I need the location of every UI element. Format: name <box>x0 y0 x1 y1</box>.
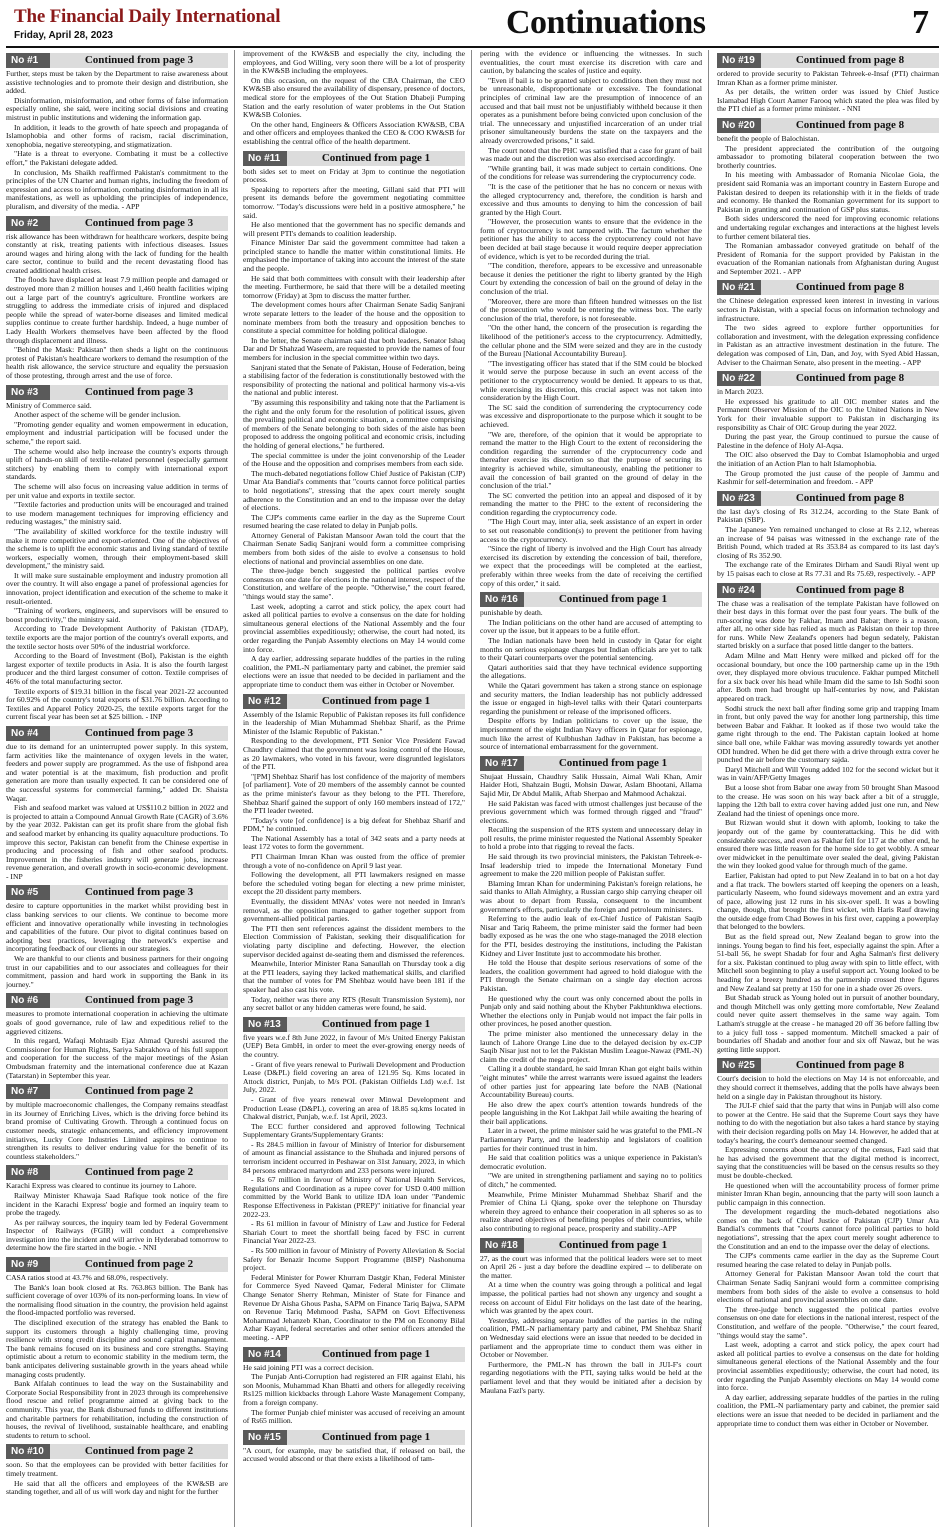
article <box>243 1430 465 1464</box>
continued-from-label: Continued from page 1 <box>558 593 668 606</box>
article-number: No #20 <box>717 118 761 133</box>
newspaper-title: The Financial Daily International <box>14 6 281 27</box>
paragraph: the Chinese delegation expressed keen interest in investing in various sectors in Pakistan, with a special focus on information technology and infrastructure. <box>717 296 939 323</box>
paragraph: "The availability of skilled workforce for the textile industry will make it more competitive and export-oriented. One of the objectives of the scheme is to uplift the economic status and living standard of textile workers, especially women, through their employment-based skill development," the ministry said. <box>6 526 228 571</box>
paragraph: Qatari authorities said that they have technical evidence supporting the allegations. <box>480 662 702 681</box>
article-number: No #16 <box>480 592 524 607</box>
paragraph: The Romanian ambassador conveyed gratitude on behalf of the President of Romania for the support provided by Pakistan in the evacuation of the Romanian nationals from Afghanistan during August and September 2021. - APP <box>717 241 939 276</box>
continued-from-label: Continued from page 8 <box>795 583 905 596</box>
paragraph: Last week, adopting a carrot and stick policy, the apex court had asked all political parties to evolve a consensus on the date for holding simultaneous general elections of the National Assembly and the four provincial assemblies expeditiously; otherwise, the court had noted, its order regarding the Punjab Assembly elections on May 14 would come into force. <box>243 601 465 654</box>
column-2 <box>243 50 472 1527</box>
article-number: No #25 <box>717 1058 761 1073</box>
paragraph: But a loose shot from Babar one away from 50 brought Shan Masood to the crease. He was soon on his way back after a bit of a struggle, lapping the 12th ball to extra cover having added just one run, and New Zealand had the tiniest of openings once more. <box>717 782 939 818</box>
article-header <box>6 726 228 741</box>
article-body <box>6 1182 228 1253</box>
article-number: No #12 <box>243 694 287 709</box>
paragraph: The three-judge bench suggested the political parties evolve consensus on one date for elections in the national interest, respect of the Constitution, and welfare of the people. "Otherwise," the court feared, "things would stay the same". <box>243 566 465 602</box>
continued-from-label: Continued from page 8 <box>795 1059 905 1072</box>
article <box>6 993 228 1080</box>
article-header <box>6 1444 228 1459</box>
paragraph: He said that coalition politics was a unique experience in Pakistan's democratic evolution. <box>480 1153 702 1171</box>
paragraph: The JUI-F chief said that the party that wins in Punjab will also come to power at the Centre. He said that the Supreme Court says they have nothing to do with the negotiation but also takes a hard stance by staying with their decision regarding polls on May 14. However, he added that at today's hearing, the court's demeanour seemed changed. <box>717 1101 939 1145</box>
paragraph: The OIC also observed the Day to Combat Islamophobia and urged the initiation of an Action Plan to halt Islamophobia. <box>717 450 939 468</box>
article <box>717 280 939 367</box>
article-header <box>6 1084 228 1099</box>
paragraph: "It is the case of the petitioner that he has no concern or nexus with the alleged cryptocurrency and, therefore, the condition is harsh and excessive and thus amounts to denying to him the concession of bail granted by the High Court. <box>480 181 702 217</box>
article-number: No #21 <box>717 280 761 295</box>
paragraph: According to the Board of Investment (BoI), Pakistan is the eighth largest exporter of textile products in Asia. It is also the fourth largest producer and the third largest consumer of cotton. Textile comprises of 46% of the total manufacturing sector. <box>6 651 228 686</box>
paragraph: pering with the evidence or influencing the witnesses. In such eventualities, the court must exercise its discretion with care and caution, by balancing the scales of justice and equity. <box>480 50 702 76</box>
article-header <box>717 371 939 386</box>
article-body <box>6 1274 228 1440</box>
continued-from-label: Continued from page 2 <box>84 1085 194 1098</box>
continued-from-label: Continued from page 1 <box>558 1238 668 1251</box>
paragraph: On the other hand, Engineers & Officers Association KW&SB, CBA and other officers and employees thanked the CEO & COO KW&SB for establishing the central office of the health department. <box>243 119 465 146</box>
paragraph: "Promoting gender equality and women empowerment in education, employment and industrial participation will be focused under the scheme," the report said. <box>6 419 228 446</box>
article <box>717 371 939 487</box>
continued-from-label: Continued from page 3 <box>84 726 194 739</box>
paragraph: Federal Minister for Power Khurram Dastgir Khan, Federal Minister for Commerce Syed Naveed Qamar, Federal Minister for Climate Change Senator Sherry Rehman, Minister of State for Finance and Revenue Dr Aisha Ghous Pasha, SAPM on Finance Tariq Bajwa, SAPM on Revenue Tariq Mehmood Pasha, SAPM on Govt Effectiveness Mohammad Jehanzeb Khan, Coordinator to the PM on Economy Bilal Azhar Kayani, federal secretaries and other senior officers attended the meeting. - APP <box>243 1272 465 1342</box>
paragraph: the last day's closing of Rs 312.24, according to the State Bank of Pakistan (SBP). <box>717 506 939 525</box>
paragraph: The SC said the condition of surrendering the cryptocurrency code was excessive and disproportionate to the purpose which it sought to be achieved. <box>480 402 702 429</box>
article-body <box>480 609 702 752</box>
continued-from-label: Continued from page 8 <box>795 281 905 294</box>
paragraph: Responding to the development, PTI Senior Vice President Fawad Chaudhry claimed that the government was losing control of the House, as 20 lawmakers, who voted in his favour, were disgruntled legislators of the PTI. <box>243 736 465 772</box>
article-number: No #23 <box>717 491 761 506</box>
article-header <box>717 280 939 295</box>
paragraph: Furthermore, the PML-N has thrown the ball in JUI-F's court regarding negotiations with the PTI, saying talks would be held at the parliament level and that they would be initiated after a decision by Maulana Fazl's party. <box>480 1359 702 1395</box>
paragraph: The three-judge bench suggested the political parties evolve consensus on one date for elections in the national interest, respect of the Constitution, and welfare of the people. "Otherwise," the court feared, "things would stay the same". <box>717 1304 939 1340</box>
paragraph: "Even if bail is to be granted subject to conditions then they must not be unreasonable, disproportionate or excessive. The foundational principles of criminal law are the presumption of innocence of an accused and that bail must not be unjustifiably withheld because it then operates as a punishment before being convicted upon conclusion of the trial. The unnecessary and unjustified incarceration of an under trial prisoner simultaneously burdens the state on the taxpayers and the already overcrowded prisons," it said. <box>480 75 702 145</box>
article-body <box>717 600 939 1055</box>
article-header <box>480 756 702 771</box>
article <box>480 50 702 588</box>
paragraph: The prime minister also mentioned the unnecessary delay in the launch of Lahore Orange Line due to the delayed decision by ex-CJP Saqib Nisar just not to let the Pakistan Muslim League-Nawaz (PML-N) claim the credit of the mega project. <box>480 1028 702 1064</box>
continued-from-label: Continued from page 8 <box>795 118 905 131</box>
article-header <box>243 1347 465 1362</box>
article-header <box>717 491 939 506</box>
paragraph: In this regard, Wafaqi Mohtasib Ejaz Ahmad Qureshi assured the Commissioner for Human Rights, Sariya Sabrakhova of his full support and cooperation for the success of the major meetings of the Asian Ombudsman fraternity and the international conference due at Kazan (Tatarstan) in September this year. <box>6 1036 228 1080</box>
article-number: No #14 <box>243 1347 287 1362</box>
paragraph: - Rs 61 million in favour of Ministry of Law and Justice for Federal Shariah Court to meet the shortfall being faced by FSC in current Financial Year 2022-23. <box>243 1219 465 1246</box>
paragraph: Expressing concerns about the accuracy of the census, Fazl said that he has advised the government that the digital method is incorrect, saying that the constituencies will be based on the census results so they must be double-checked. <box>717 1145 939 1180</box>
paragraph: Eventually, the dissident MNAs' votes were not needed in Imran's removal, as the opposition managed to gather together support from government-allied political parties. <box>243 897 465 924</box>
article-body <box>480 773 702 1234</box>
paragraph: CASA ratios stood at 43.7% and 68.0%, respectively. <box>6 1273 169 1283</box>
paragraph: Blaming Imran Khan for undermining Pakistan's foreign relations, he said thanks to Allah Almighty, a Russian cargo ship carrying cheaper oil was about to depart from Russia, consequent to the incumbent government's efforts, particularly the foreign and petroleum ministers. <box>480 878 702 914</box>
paragraph: As per details, the written order was issued by Chief Justice Islamabad High Court Aamer Farooq which stated the plea was filed by the PTI chief as a former prime minister. - NNI <box>717 87 939 114</box>
article <box>6 1444 228 1496</box>
paragraph: - Grant of five years renewal over Minwal Development and Production Lease (D&PL), covering an area of 18.85 sq.kms located in Chakwal district, Punjab, w.e.f. 1st April, 2023. <box>243 1094 465 1122</box>
paragraph: The Group promoted the just cause of the people of Jammu and Kashmir for self-determination and freedom. - APP <box>717 468 939 487</box>
paragraph: He said joining PTI was a correct decision. <box>243 1362 374 1372</box>
article <box>717 53 939 114</box>
paragraph: - Rs 500 million in favour of Ministry of Poverty Alleviation & Social Safety for Benazir Income Support Programme (BISP) Nashonuma project. <box>243 1246 465 1273</box>
article-header <box>480 592 702 607</box>
paragraph: Despite efforts by Indian politicians to cover up the issue, the imprisonment of the eight Indian Navy officers in Qatar for espionage, much like the arrest of Kulbhushan Jadhav in Pakistan, has become a source of international embarrassment for the government. <box>480 716 702 752</box>
paragraph: The SC converted the petition into an appeal and disposed of it by remanding the matter to the PHC to the extent of reconsidering the condition regarding the cryptocurrency code. <box>480 490 702 517</box>
paragraph: A day earlier, addressing separate huddles of the parties in the ruling coalition, the PML-N parliamentary party and cabinet, the premier said elections were an issue that needed to be decided in parliament and the appropriate time to conduct them was either in October or November. <box>717 1392 939 1428</box>
paragraph: "The condition, therefore, appears to be excessive and unreasonable because it denies the petitioner the right to liberty granted by the High Court by extending the concession of bail on the ground of delay in the conclusion of the trial. <box>480 261 702 297</box>
paragraph: The chase was a realisation of the template Pakistan have followed on their best days in this format over the past four years. The bulk of the run-scoring was done by Fakhar, Imam and Babar; there is a reason, after all, no other side has relied as much as Pakistan on their top three for runs. While New Zealand's openers had begun sedately, Pakistan started briskly on a surface that posed little danger to the batters. <box>717 598 939 651</box>
continued-from-label: Continued from page 2 <box>84 1258 194 1271</box>
paragraph: - Grant of five years renewal to Puriwali Development and Production Lease (D&PL) field covering an area of 121.95 Sq. Kms located in Attock district, Punjab, to M/s POL (Pakistan Oilfields Ltd) w.e.f. 1st July, 2022. <box>243 1059 465 1095</box>
column-4 <box>717 50 939 1527</box>
paragraph: measures to promote international cooperation in achieving the ultimate goals of good governance, rule of law and expeditious relief to the aggrieved citizens. <box>6 1009 228 1036</box>
article-body <box>243 711 465 1013</box>
article-body <box>6 1101 228 1161</box>
article-body <box>480 1255 702 1396</box>
paragraph: "Behind the Mask: Pakistan" then sheds a light on the continuous protest of Pakistan's healthcare workers to demand the resumption of the health risk allowance, the service structure and equality the persuasion of those protesting, through arrest and the use of force. <box>6 345 228 380</box>
paragraph: PTI Chairman Imran Khan was ousted from the office of premier through a vote of no-confidence on April 9 last year. <box>243 852 465 870</box>
paragraph: He also mentioned that the government has no specific demands and will present PTI's demands to coalition leadership. <box>243 220 465 238</box>
paragraph: In the letter, the Senate chairman said that both leaders, Senator Ishaq Dar and Dr Shahzad Waseem, are requested to provide the names of four members for inclusion in the special committee within two days. <box>243 335 465 362</box>
article-number: No #5 <box>6 885 50 900</box>
article-number: No #6 <box>6 993 50 1008</box>
paragraph: Assembly of the Islamic Republic of Pakistan reposes its full confidence in the leadership of Mian Muhammad Shehbaz Sharif, as the Prime Minister of the Islamic Republic of Pakistan." <box>243 709 465 736</box>
paragraph: "Textile factories and production units will be encouraged and trained to use modern management techniques for improving efficiency and reducing wastages," the ministry said. <box>6 500 228 527</box>
article-header <box>6 1257 228 1272</box>
paragraph: In conclusion, Ms Shaikh reaffirmed Pakistan's commitment to the principles of the UN Charter and human rights, including the freedom of expression and access to information, combating disinformation in all its manifestations, as well as upholding the principles of independence, pluralism, and diversity of the media. - APP <box>6 167 228 211</box>
paragraph: The development comes hours after Chairman Senate Sadiq Sanjrani wrote separate letters to the leader of the house and the opposition to nominate members from both the treasury and opposition benches to constitute a special committee for holding political dialogue. <box>243 300 465 336</box>
paragraph: improvement of the KW&SB and especially the city, including the employees, and God Willing, very soon there will be a lot of prosperity in the KW&SB including the employees. <box>243 50 465 76</box>
paragraph: Sodhi struck the next ball after finding some grip and trapping Imam in front, but only paved the way for another long partnership, this time between Babar and Fakhar. It looked as if those two would take the game right through to the end. The Pakistan captain looked at home since ball one, while Fakhar was moving assuredly towards yet another ODI hundred. When he did get there with a drive through extra cover he punched the air before the customary sajda. <box>717 703 939 765</box>
paragraph: It will make sure sustainable employment and industry promotion all over the country. It will also engage a panel of professional agencies for innovation, project identification and execution of the scheme to make it result-oriented. <box>6 570 228 606</box>
paragraph: Recalling the suspension of the RTS system and unnecessary delay in poll results, the prime minister requested the National Assembly Speaker to hold a probe into that rigging to reveal the facts. <box>480 825 702 852</box>
article <box>243 1017 465 1343</box>
paragraph: In his meeting with Ambassador of Romania Nicolae Goia, the president said Romania was an important country in Eastern Europe and Pakistan desired to deepen its relationship with it in the fields of trade and economy. He thanked the Romanian government for its support to Pakistan in granting and continuation of GSP plus status. <box>717 170 939 214</box>
paragraph: While the Qatari government has taken a strong stance on espionage and security matters, the Indian leadership has not publicly addressed the issue or engaged in high-level talks with their Qatari counterparts regarding the punishment or release of the imprisoned officers. <box>480 680 702 716</box>
article <box>480 1238 702 1396</box>
paragraph: Shujaat Hussain, Chaudhry Salik Hussain, Aimal Wali Khan, Amir Haider Hoti, Shahzain Bugti, Mohsin Dawar, Aslam Bhootani, Allama Sajid Mir, Dr Abdul Malik, Aftab Sherpao and Mahmood Achakzai. <box>480 771 702 798</box>
paragraph: in March 2023. <box>717 387 764 397</box>
paragraph: Adam Milne and Matt Henry were milked and picked off for the occasional boundary, but once the 100 partnership came up in the 19th over, they displayed more obvious truculence. Fakhar pumped Mitchell for a six back over his head while Imam did the same to Ish Sodhi soon after. Both men had brought up half-centuries by now, and Pakistan appeared on track. <box>717 651 939 704</box>
article <box>6 216 228 381</box>
paragraph: The president appreciated the contribution of the outgoing ambassador to promoting bilateral cooperation between the two brotherly countries. <box>717 143 939 170</box>
article-number: No #3 <box>6 385 50 400</box>
paragraph: - Rs 284.5 million in favour of Ministry of Interior for disbursement of amount as financial assistance to the Shuhada and injured persons of terrorism incident occurred in Peshawar on 31st January, 2023, in which 84 persons embraced martyrdom and 233 persons were injured. <box>243 1139 465 1175</box>
article-header <box>243 1430 465 1445</box>
paragraph: The CJP's comments came earlier in the day as the Supreme Court resumed hearing the case related to delay in Punjab polls. <box>717 1251 939 1269</box>
article <box>717 583 939 1055</box>
article-header <box>6 885 228 900</box>
article <box>243 694 465 1013</box>
paragraph: The Japanese Yen remained unchanged to close at Rs 2.12, whereas an increase of 94 paisas was witnessed in the exchange rate of the British Pound, which traded at Rs 353.84 as compared to its last day's closing of Rs 352.90. <box>717 524 939 560</box>
article-number: No #24 <box>717 583 761 598</box>
article-number: No #17 <box>480 756 524 771</box>
continued-from-label: Continued from page 8 <box>795 372 905 385</box>
paragraph: Last week, adopting a carrot and stick policy, the apex court had asked all political parties to evolve a consensus on the date for holding simultaneous general elections of the National Assembly and the four provincial assemblies expeditiously; otherwise, the court had noted, its order regarding the Punjab Assembly elections on May 14 would come into force. <box>717 1340 939 1393</box>
article-number: No #11 <box>243 151 287 166</box>
article-body <box>717 388 939 487</box>
paragraph: He said Pakistan was faced with utmost challenges just because of the previous government which was formed through rigged and "fraud" elections. <box>480 798 702 825</box>
paragraph: Karachi Express was cleared to continue its journey to Lahore. <box>6 1181 197 1191</box>
article-number: No #7 <box>6 1084 50 1099</box>
article <box>243 1347 465 1426</box>
paragraph: The court noted that the PHC was satisfied that a case for grant of bail was made out and the discretion was also exercised accordingly. <box>480 145 702 164</box>
paragraph: At a time when the country was going through a political and legal impasse, the political parties had not shown any urgency and sought a recess on account of Eidul Fitr holidays on the last date of the hearing, which was granted by the apex court. <box>480 1280 702 1316</box>
article-header <box>243 694 465 709</box>
paragraph: The disciplined execution of the strategy has enabled the Bank to support its customers through a highly challenging time, proving resilience with strong credit discipline and sound capital management. The bank remains focused on its business and core strengths. Staying optimistic about a return to economic stability in the medium term, the bank anticipates delivering sustainable growth in the years ahead while managing costs prudently. <box>6 1318 228 1379</box>
article <box>480 756 702 1234</box>
continued-from-label: Continued from page 3 <box>84 385 194 398</box>
paragraph: "By assuming this responsibility and taking note that the Parliament is the right and the only forum for the resolution of political issues, given the prevailing political and economic situation, a committee comprising of members of the Senate belonging to both sides of the aisle has been proposed to address the ongoing political and economic crisis, including the holding of general elections," he furthered. <box>243 397 465 450</box>
paragraph: "We are, therefore, of the opinion that it would be appropriate to remand the matter to the High Court to the extent of reconsidering the condition regarding the surrender of the cryptocurrency code and thereafter exercise its discretion so that the purpose of securing its integrity is achieved while, simultaneously, enabling the petitioner to avail the concession of bail granted on the ground of delay in the conclusion of the trial." <box>480 429 702 491</box>
article-body <box>243 1034 465 1343</box>
paragraph: The National Assembly has a total of 342 seats and a party needs at least 172 votes to form the government. <box>243 833 465 852</box>
paragraph: Following the development, all PTI lawmakers resigned en masse before the scheduled voting began for electing a new prime minister, except the 20 dissident party members. <box>243 870 465 897</box>
paragraph: "Moreover, there are more than fifteen hundred witnesses on the list of the prosecution who would be entering the witness box. The early conclusion of the trial, therefore, is not foreseeable. <box>480 296 702 323</box>
article-number: No #10 <box>6 1444 50 1459</box>
paragraph: soon. So that the employees can be provided with better facilities for timely treatment. <box>6 1460 228 1478</box>
paragraph: Later in a tweet, the prime minister said he was grateful to the PML-N Parliamentary Party, and the leadership and legislators of coalition parties for their continued trust in him. <box>480 1126 702 1153</box>
article-header <box>6 53 228 68</box>
paragraph: The Indian politicians on the other hand are accused of attempting to cover up the issue, but it appears to be a futile effort. <box>480 617 702 636</box>
continued-from-label: Continued from page 1 <box>321 1347 431 1360</box>
continued-from-label: Continued from page 3 <box>84 54 194 66</box>
paragraph: "Hate is a threat to everyone. Combating it must be a collective effort," the Pakistani delegate added. <box>6 149 228 167</box>
paragraph: Textile exports of $19.31 billion in the fiscal year 2021-22 accounted for 60.92% of the country's total exports of $31.76 billion. According to Textiles and Apparel Policy 2020-25, the textile exports target for the current fiscal year has been set at $25 billion. - INP <box>6 686 228 722</box>
paragraph: The floods have displaced at least 7.9 million people and damaged or destroyed more than 2 million houses and 1,460 health facilities wiping out a large part of the country's agriculture. Frontline workers are struggling to address the immediate crisis of injured and displaced people while the spread of water-borne diseases and limited medical supplies continue to create further hardship. Indeed, a huge number of Lady Health Workers themselves have been affected by the flood through displacement and illness. <box>6 275 228 345</box>
paragraph: The scheme will also focus on increasing value addition in terms of per unit value and exports in textile sector. <box>6 481 228 500</box>
article-header <box>480 1238 702 1253</box>
article <box>6 1084 228 1161</box>
continued-from-label: Continued from page 8 <box>795 491 905 504</box>
article-header <box>6 216 228 231</box>
article <box>6 1165 228 1253</box>
paragraph: "Today's vote [of confidence] is a big defeat for Shehbaz Sharif and PDM," he continued. <box>243 815 465 834</box>
article-body <box>6 1461 228 1496</box>
paragraph: Calling it a double standard, he said Imran Khan got eight bails within "eight minutes" while the arrest warrants were issued against the leaders of other parties just for appearing late before the NAB (National Accountability Bureau) courts. <box>480 1064 702 1100</box>
paragraph: "The investigating officer has stated that if the SIM could be blocked it would serve the purpose because in such an event access of the petitioner to the cryptocurrency would be denied. It appears to us that, while exercising its discretion, this crucial aspect was not taken into consideration by the High Court. <box>480 358 702 403</box>
paragraph: punishable by death. <box>480 608 543 618</box>
article <box>717 118 939 277</box>
paragraph: He also drew the apex court's attention towards hundreds of the people languishing in the Kot Lakhpat Jail while awaiting the hearing of their bail applications. <box>480 1099 702 1126</box>
article-body <box>6 1010 228 1080</box>
article-number: No #22 <box>717 371 761 386</box>
article-header <box>717 1058 939 1073</box>
paragraph: Both sides underscored the need for improving economic relations and undertaking regular exchanges and interactions at the highest levels to further cement bilateral ties. <box>717 214 939 241</box>
article-columns <box>6 50 939 1527</box>
issue-date: Friday, April 28, 2023 <box>14 30 113 41</box>
article-body <box>243 168 465 690</box>
article-header <box>6 385 228 400</box>
paragraph: The CJP's comments came earlier in the day as the Supreme Court resumed hearing the case related to delay in Punjab polls. <box>243 512 465 531</box>
column-3 <box>480 50 709 1527</box>
paragraph: Yesterday, addressing separate huddles of the parties in the ruling coalition, PML-N parliamentary party and cabinet, PM Shehbaz Sharif on Wednesday said elections were an issue that needed to be decided in parliament and the appropriate time to conduct them was either in October or November. <box>480 1315 702 1360</box>
continued-from-label: Continued from page 2 <box>84 1445 194 1458</box>
article-header <box>243 1017 465 1032</box>
paragraph: Ministry of Commerce said. <box>6 400 92 410</box>
paragraph: "Since the right of liberty is involved and the High Court has already exercised its discretion by extending the concession of bail, therefore, we expect that the proceedings will be completed at the earliest, preferably within three weeks from the date of receiving the certified copy of this order," it said. <box>480 544 702 588</box>
paragraph: On this occasion, on the request of the CBA Chairman, the CEO KW&SB also ensured the availability of dispensary, presence of doctors, medical store for the employees of the Out Station Dhabeji Pumping Station and the early resolution of water problems in the Out Station KW&SB Colonies. <box>243 75 465 120</box>
article-header <box>6 993 228 1008</box>
article-number: No #4 <box>6 726 50 741</box>
article-body <box>717 135 939 277</box>
paragraph: "While granting bail, it was made subject to certain conditions. One of the conditions for release was surrendering the cryptocurrency code. <box>480 163 702 182</box>
article-number: No #9 <box>6 1257 50 1272</box>
paragraph: He questioned why the court was only concerned about the polls in Punjab only and said nothing about the Khyber Pakhtunkhwa elections. Whether the elections only in Punjab would not impact the fair polls in other provinces, he posed another question. <box>480 993 702 1029</box>
paragraph: ordered to provide security to Pakistan Tehreek-e-Insaf (PTI) chairman Imran Khan as a former prime minister. <box>717 69 939 87</box>
article <box>243 151 465 690</box>
article <box>243 50 465 147</box>
paragraph: He said that all the officers and employees of the KW&SB are standing together, and all of us will work day and night for the further <box>6 1478 228 1497</box>
paragraph: The PTI then sent references against the dissident members to the Election Commission of Pakistan, seeking their disqualification for violating party discipline and defecting. However, the election supervisor decided against de-seating them and dismissed the references. <box>243 923 465 959</box>
column-1 <box>6 50 235 1527</box>
paragraph: Bank Alfalah continues to lead the way on the Sustainability and Corporate Social Responsibility front in 2023 through its comprehensive flood rescue and relief programme aimed at giving back to the community. This year, the Bank disbursed funds to different institutions and charitable partners for rehabilitation, including the construction of houses, the revival of livelihood, sustainable healthcare, and enabling students to return to school. <box>6 1379 228 1440</box>
paragraph: Attorney General for Pakistan Mansoor Awan told the court that Chairman Senate Sadiq Sanjrani would form a committee comprising members from both sides of the aisle to evolve a consensus to hold elections of national and provincial assemblies on one date. <box>717 1269 939 1305</box>
article-body <box>243 50 465 147</box>
paragraph: Court's decision to hold the elections on May 14 is not enforceable, and they should correct it themselves, adding that the polls have always been held on a single day in Pakistan throughout its history. <box>717 1074 939 1101</box>
continued-from-label: Continued from page 1 <box>321 1017 431 1030</box>
paragraph: Meanwhile, Interior Minister Rana Sanaullah on Thursday took a dig at the PTI leaders, saying they lacked mathematical skills, and clarified that the number of votes for PM Shehbaz would have been 181 if the speaker had also cast his vote. <box>243 959 465 994</box>
continued-from-label: Continued from page 2 <box>84 1166 194 1179</box>
paragraph: Attorney General of Pakistan Mansoor Awan told the court that the Chairman Senate Sadiq Sanjrani would form a committee comprising members from both sides of the aisle to evolve a consensus to hold elections of national and provincial assemblies on one date. <box>243 530 465 566</box>
paragraph: The former Punjab chief minister was accused of receiving an amount of Rs65 million. <box>243 1407 465 1426</box>
paragraph: Daryl Mitchell and Will Young added 102 for the second wicket but it was in vain/AFP/Getty Images <box>717 764 939 783</box>
paragraph: He questioned when will the accountability process of former prime minister Imran Khan begin, announcing that the party will soon launch a public campaign in this connection. <box>717 1180 939 1207</box>
paragraph: Earlier, Pakistan had opted to put New Zealand in to bat on a hot day and a flat track. The bowlers started off keeping the openers on a leash, particularly Naseem, who found sideways movement and an extra yard of pace, allowing just 12 runs in his six-over spell. It was a bowling change, though, that brought the first wicket, with Haris Rauf drawing the outside edge from Chad Bowes in his first over, capping a powerplay that belonged to the bowlers. <box>717 870 939 932</box>
paragraph: "Training of workers, engineers, and supervisors will be ensured to boost productivity," the ministry said. <box>6 606 228 624</box>
article <box>6 1257 228 1440</box>
paragraph: But as the field spread out, New Zealand began to grow into the innings. Young began to find his feet, especially against the spin. After a 51-ball 56, he swept Shadab for four and Agha Salman's first delivery for a six. Pakistan continued to plug away with spin to little effect, with Mitchell soon beginning to play a useful support act. Young looked to be heading for a breezy hundred as the partnership crossed three figures and New Zealand sat pretty at 150 for one in a shade over 26 overs. <box>717 932 939 993</box>
article-body <box>717 70 939 114</box>
paragraph: He said that both committees with consult with their leadership after the meeting. Furthermore, he said that there will be a detailed meeting tomorrow (Friday) at 3pm to discuss the matter further. <box>243 273 465 300</box>
article-header <box>717 53 939 68</box>
paragraph: As per railway sources, the inquiry team led by Federal Government Inspector of Railways (FGIR) will conduct a comprehensive investigation into the incident and will arrive in Hyderabad tomorrow to determine how the fire started in the bogie. - NNI <box>6 1217 228 1253</box>
article-body <box>6 902 228 989</box>
paragraph: In addition, it leads to the growth of hate speech and propaganda of Islamophobia and other forms of racism, racial discrimination, xenophobia, negative stereotyping, and stigmatization. <box>6 122 228 149</box>
paragraph: The Bank's loan book closed at Rs. 763.863 billion. The Bank has sufficient coverage of over 103% of its non-performing loans. In view of the normalising flood situation in the country, the provision held against the flood-impacted portfolio was reversed. <box>6 1282 228 1318</box>
paragraph: Further, steps must be taken by the Department to raise awareness about assistive technologies and to promote their design and distribution, she added. <box>6 69 228 96</box>
section-title: Continuations <box>506 4 706 41</box>
paragraph: benefit the people of Balochistan. <box>717 133 820 143</box>
paragraph: According to Trade Development Authority of Pakistan (TDAP), textile exports are the major portion of the country's overall exports, and the textile sector hosts over 50% of the industrial workforce. <box>6 624 228 651</box>
paragraph: Sanjrani stated that the Senate of Pakistan, House of Federation, being a stabilising factor of the federation is constitutionally bestowed with the responsibility of protecting the national and political harmony vis-a-vis the national and public interest. <box>243 362 465 398</box>
paragraph: "[PM] Shehbaz Sharif has lost confidence of the majority of members [of parliament]. Vote of 20 members of the assembly cannot be counted as the prime minister's favour as they belong to the PTI. Therefore, Shehbaz Sharif gained the support of only 160 members instead of 172," the PTI leader tweeted. <box>243 771 465 816</box>
paragraph: risk allowance has been withdrawn for healthcare workers, despite being constantly at risk, treating patients with infectious diseases. Issues around wages and hiring along with the lack of funding for the health care sector, continue to build and the recent devastating flood has created additional health crises. <box>6 231 228 275</box>
paragraph: The Indian nationals have been held in custody in Qatar for eight months on serious espionage charges but Indian officials are yet to talk to their Qatari counterparts over the potential sentencing. <box>480 636 702 663</box>
article-number: No #2 <box>6 216 50 231</box>
paragraph: - Rs 67 million in favour of Ministry of National Health Services, Regulations and Coordination as a rupee cover for USD 0.400 million committed by the World Bank to utilize IDA loan under "Pandemic Response Effectiveness in Pakistan (PREP)" initiative for financial year 2022-23. <box>243 1175 465 1219</box>
article-body <box>717 508 939 579</box>
paragraph: The ECC further considered and approved following Technical Supplementary Grants/Supplementary Grants: <box>243 1121 465 1140</box>
article-header <box>717 118 939 133</box>
article <box>717 491 939 579</box>
paragraph: The Punjab Anti-Corruption had registered an FIR against Elahi, his son Moonis, Muhammad Khan Bhatti and others for allegedly receiving Rs125 million kickbacks through Lahore Waste Management Company, from a foreign company. <box>243 1372 465 1407</box>
continued-from-label: Continued from page 1 <box>321 1430 431 1443</box>
article-header <box>6 1165 228 1180</box>
continued-from-label: Continued from page 1 <box>321 151 431 164</box>
continued-from-label: Continued from page 1 <box>321 694 431 707</box>
article-number: No #1 <box>6 53 50 68</box>
paragraph: The two sides agreed to explore further opportunities for collaboration and investment, with the delegation expressing confidence in Pakistan as an attractive investment destination in the future. The delegation was composed of Lin, Dan, and Joy, with Syed Abid Hassan, Adviser to the Chairman Senate, also present in the meeting. - APP <box>717 323 939 367</box>
paragraph: 27, as the court was informed that the political leaders were set to meet on April 26 - just a day before the deadline expired -- to deliberate on the matter. <box>480 1253 702 1280</box>
paragraph: due to its demand for an uninterrupted power supply. In this system, farm activities like the maintenance of oxygen levels in the water, feeders and power supply are programmed. As the use of fishpond area and water potential is at the maximum, fish production and profit generation are more than usually expected. It can be considered one of the successful systems for commercial farming," added Dr. Shaista Waqar. <box>6 741 228 803</box>
paragraph: He told the House that despite serious reservations of some of the leaders, the coalition government had agreed to hold dialogue with the PTI through the Senate chairman on a single day election across Pakistan. <box>480 958 702 993</box>
continued-from-label: Continued from page 8 <box>795 54 905 66</box>
paragraph: The exchange rate of the Emirates Dirham and Saudi Riyal went up by 15 paisas each to close at Rs 77.31 and Rs 75.69, respectively. - APP <box>717 560 939 578</box>
article-body <box>480 50 702 588</box>
article-body <box>243 1364 465 1426</box>
paragraph: "The High Court may, inter alia, seek assistance of an expert in order to set out reasonable condition(s) to prevent the petitioner from having access to the cryptocurrency. <box>480 517 702 544</box>
article-header <box>243 151 465 166</box>
article-number: No #18 <box>480 1238 524 1253</box>
article <box>717 1058 939 1428</box>
article-number: No #19 <box>717 53 761 68</box>
article-body <box>6 743 228 882</box>
continued-from-label: Continued from page 3 <box>84 216 194 229</box>
paragraph: Fish and seafood market was valued at US$110.2 billion in 2022 and is projected to attain a Compound Annual Growth Rate (CAGR) of 3.6% by the year 2032. Pakistan can get its profit share from the global fish and seafood market by enhancing its quality aquaculture productions. To improve this sector, Pakistan can benefit from the Chinese expertise in producing and processing of fish and other seafood products. Improvement in the fisheries industry will generate jobs, increase revenue generation, and overall growth in socio-economic development. - INP <box>6 803 228 881</box>
paragraph: The development regarding the much-debated negotiations also comes on the back of Chief Justice of Pakistan (CJP) Umar Ata Bandial's comments that "courts cannot force political parties to hold negotiations", stressing that the apex court merely sought adherence to the Constitution and an end to the impasse over the delay of elections. <box>717 1207 939 1251</box>
paragraph: He expressed his gratitude to all OIC member states and the Permanent Observer Mission of the OIC to the United Nations in New York for their invaluable support to Pakistan in discharging its responsibility as Chair of OIC Group during the year 2022. <box>717 396 939 432</box>
paragraph: The scheme would also help increase the country's exports through uplift of hands-on skill of textile-related personnel (especially garment stitchers) by enabling them to comply with international export standards. <box>6 446 228 482</box>
article-number: No #8 <box>6 1165 50 1180</box>
article-body <box>243 1447 465 1464</box>
article-body <box>6 402 228 722</box>
paragraph: Referring to the audio leak of ex-Chief Justice of Pakistan Saqib Nisar and Tariq Raheem, the prime minister said the former had been badly exposed as he was the one who stage-managed the 2018 election for the PTI, besides destroying the institutions, including the Pakistan Kidney and Liver Institute just to accommodate his brother. <box>480 914 702 958</box>
paragraph: both sides set to meet on Friday at 3pm to continue the negotiation process. <box>243 166 465 185</box>
paragraph: by multiple macroeconomic challenges, the Company remains steadfast in its Journey of Enriching Lives, which is the driving force behind its brand promise of Cultivating Growth. Through a continued focus on customer needs, strategic enhancements, and efficiency improvement initiatives, Lucky Core Industries Limited aspires to continue to strengthen its results to deliver enduring value for the benefit of its countless stakeholders." <box>6 1100 228 1161</box>
article-body <box>717 1075 939 1428</box>
paragraph: But Rizwan would shut it down with aplomb, looking to take the jeopardy out of the game by counterattacking. This he did with considerable success, and even as Fakhar fell for 117 at the other end, he ensured there was little reason for the home side to get wobbly. A smear over midwicket in the penultimate over sealed the deal, giving Pakistan the win they looked good value for through much of the game. <box>717 818 939 871</box>
paragraph: "We are united in strengthening parliament and saying no to politics of ditch," he commented. <box>480 1171 702 1190</box>
article-number: No #13 <box>243 1017 287 1032</box>
paragraph: "A court, for example, may be satisfied that, if released on bail, the accused would abscond or that there exists a likelihood of tam- <box>243 1445 465 1464</box>
article <box>6 385 228 722</box>
article-body <box>6 233 228 381</box>
paragraph: Another aspect of the scheme will be gender inclusion. <box>14 410 181 420</box>
page-number: 7 <box>912 4 929 41</box>
paragraph: Today, neither was there any RTS (Result Transmission System), nor any secret ballot or any hidden cameras were found, he said. <box>243 994 465 1013</box>
paragraph: But Shadab struck as Young holed out in pursuit of another boundary, and though Mitchell was only getting more comfortable, New Zealand could never quite assert themselves in the same way again. Tom Latham's struggle at the crease - he managed 20 off 36 before falling lbw to a juicy full toss - sapped momentum. Mitchell smacked a pair of boundaries off Shadab and another four and six off Nawaz, but he was getting little support. <box>717 993 939 1054</box>
article-number: No #15 <box>243 1430 287 1445</box>
article <box>6 53 228 212</box>
paragraph: The much-debated negotiations follow Chief Justice of Pakistan (CJP) Umar Ata Bandial's comments that "courts cannot force political parties to hold negotiations", stressing that the apex court merely sought adherence to the Constitution and an end to the impasse over the delay of elections. <box>243 468 465 513</box>
paragraph: five years w.e.f 8th June 2022, in favour of M/s United Energy Pakistan (UEP) Beta GmbH, in order to meet the ever-growing energy needs of the country. <box>243 1032 465 1059</box>
paragraph: During the past year, the Group continued to pursue the cause of Palestine in the defence of Holy Al-Aqsa. <box>717 432 939 450</box>
paragraph: A day earlier, addressing separate huddles of the parties in the ruling coalition, the PML-N parliamentary party and cabinet, the premier said elections were an issue that needed to be decided in parliament and the appropriate time to conduct them was either in October or November. <box>243 654 465 689</box>
continued-from-label: Continued from page 3 <box>84 886 194 899</box>
paragraph: He said through its two provincial ministers, the Pakistan Tehreek-e-Insaf leadership tried to impede the International Monetary Fund agreement to make the 220 million people of Pakistan suffer. <box>480 852 702 879</box>
continued-from-label: Continued from page 3 <box>84 994 194 1007</box>
article-body <box>6 70 228 212</box>
article <box>480 592 702 752</box>
paragraph: "On the other hand, the concern of the prosecution is regarding the likelihood of the petitioner's access to the cryptocurrency. Admittedly, the cellular phone and the SIM were seized and they are in the custody of the Bureau [National Accountability Bureau]. <box>480 323 702 359</box>
paragraph: Speaking to reporters after the meeting, Gillani said that PTI will present its demands before the government negotiating committee tomorrow. "Today's discussions were held in a positive atmosphere," he said. <box>243 184 465 220</box>
paragraph: We are thankful to our clients and business partners for their ongoing trust in our capabilities and to our associates and colleagues for their commitment, passion and hard work in supporting the Bank in its journey." <box>6 954 228 989</box>
paragraph: Railway Minister Khawaja Saad Rafique took notice of the fire incident in the Karachi Express' bogie and formed an inquiry team to probe the tragedy. <box>6 1190 228 1218</box>
article <box>6 885 228 989</box>
masthead <box>6 0 939 48</box>
paragraph: desire to capture opportunities in the market whilst providing best in class banking services to our clients. We continue to become more efficient and innovative operationally while investing in technologies and capabilities of the future. Our pivot to digital continues based on adopting best practices, leveraging the network's expertise and incorporating feedback of our clients in our strategies. <box>6 901 228 954</box>
paragraph: Finance Minister Dar said the government committee had taken a principled stance to handle the matter within constitutional limits. He emphasised the importance of taking into account the interest of the state and the people. <box>243 238 465 274</box>
paragraph: The special committee is under the joint convenorship of the Leader of the House and the opposition and comprises members from each side. <box>243 450 465 469</box>
continued-from-label: Continued from page 1 <box>558 756 668 769</box>
paragraph: Meanwhile, Prime Minister Muhammad Shehbaz Sharif and the Premier of China Li Qiang, spoke over the telephone on Thursday wherein they agreed to enhance their cooperation in all spheres so as to realize shared objectives of benefiting peoples of their countries, while also contributing to regional peace, prosperity and stability.-APP <box>480 1189 702 1233</box>
paragraph: Disinformation, misinformation, and other forms of false information especially online, she said, were inciting social divisions and creating mistrust in public institutions and widening the information gap. <box>6 95 228 122</box>
paragraph: "However, the prosecution wants to ensure that the evidence in the form of cryptocurrency is not tampered with. The factum whether the petitioner has the ability to access the cryptocurrency could not have been decided at bail stage because it would require deeper appreciation of evidence, which is yet to be recorded during the trial. <box>480 217 702 261</box>
article-body <box>717 297 939 367</box>
article <box>6 726 228 882</box>
article-header <box>717 583 939 598</box>
